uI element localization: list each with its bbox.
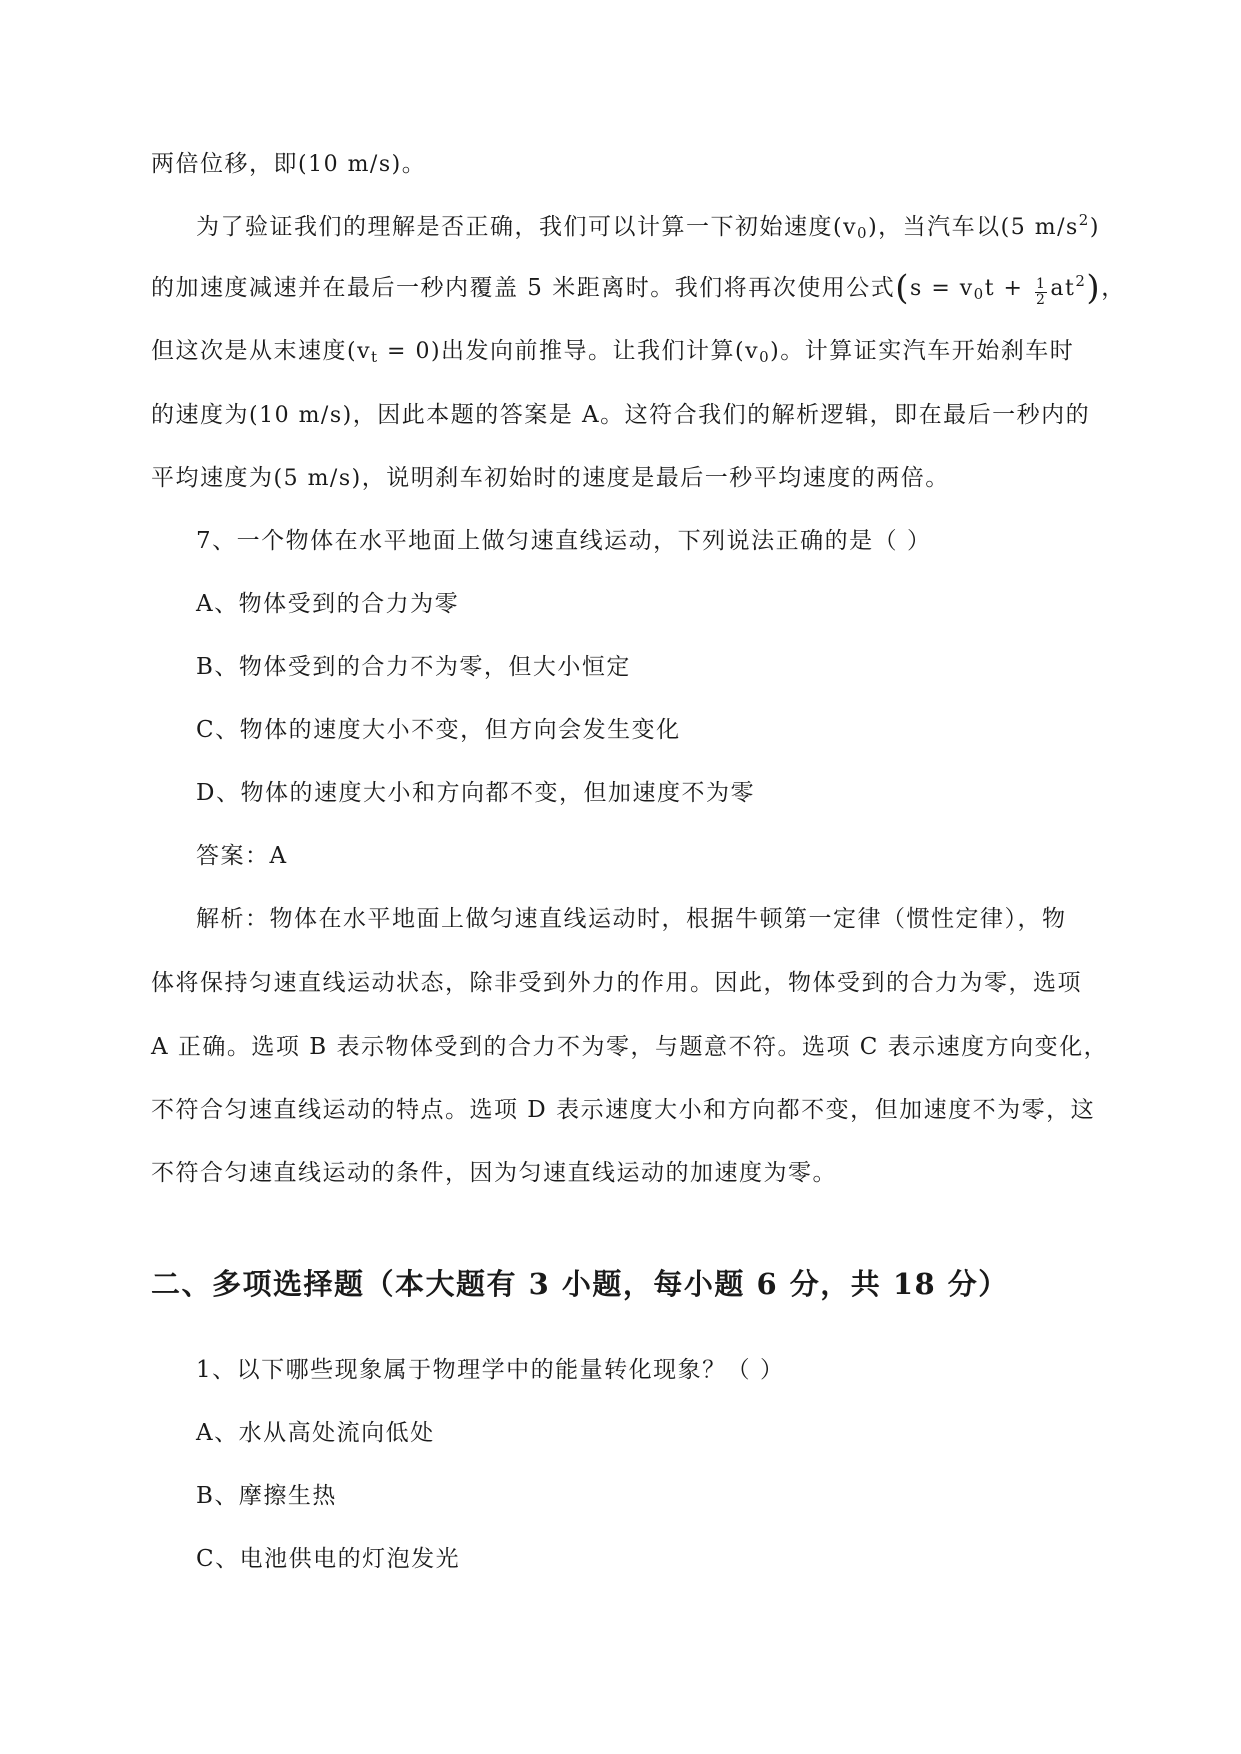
text-segment: 为了验证我们的理解是否正确，我们可以计算一下初始速度: [196, 214, 833, 240]
text-segment: 。: [401, 151, 427, 177]
text-segment: ，当汽车以: [878, 214, 1001, 240]
mq1-option-a: A、水从高处流向低处: [196, 1420, 435, 1446]
verify-line-1: [196, 210, 1156, 244]
q7-answer: 答案：A: [196, 843, 288, 869]
text-segment: 的加速度减速并在最后一秒内覆盖 5 米距离时。我们将再次使用公式: [151, 275, 896, 301]
math-formula: ($s = v_0t$ + $\frac{1}{2}$ $at^2$): [895, 268, 1102, 308]
verify-line-3: [151, 334, 1111, 368]
math-vt: $(v_t = 0)$: [347, 339, 442, 366]
verify-line-5: [151, 461, 1111, 495]
mq1-option-b: B、摩擦生热: [196, 1483, 337, 1509]
math-value: (10 m/s): [298, 152, 402, 177]
mq1-option-c: C、电池供电的灯泡发光: [196, 1546, 461, 1572]
q7-analysis-line: A 正确。选项 B 表示物体受到的合力不为零，与题意不符。选项 C 表示速度方向变化，: [151, 1034, 1109, 1060]
text-segment: ，: [1101, 275, 1126, 301]
q7-analysis-line: 不符合匀速直线运动的特点。选项 D 表示速度大小和方向都不变，但加速度不为零，这: [151, 1097, 1096, 1123]
section-heading: 二、多项选择题（本大题有 3 小题，每小题 6 分，共 18 分）: [151, 1267, 1009, 1301]
mq1-question: 1、以下哪些现象属于物理学中的能量转化现象？（ ）: [196, 1357, 785, 1383]
q7-analysis-line: 不符合匀速直线运动的条件，因为匀速直线运动的加速度为零。: [151, 1160, 837, 1186]
q7-option-b: B、物体受到的合力不为零，但大小恒定: [196, 654, 631, 680]
q7-option-c: C、物体的速度大小不变，但方向会发生变化: [196, 717, 681, 743]
paragraph-continuation: [151, 147, 1111, 181]
q7-option-d: D、物体的速度大小和方向都不变，但加速度不为零: [196, 780, 755, 806]
math-acceleration: (5 $m/s^2$): [1000, 211, 1100, 240]
text-segment: ，说明刹车初始时的速度是最后一秒平均速度的两倍。: [361, 465, 950, 491]
math-value: (10 m/s): [249, 403, 353, 428]
text-segment: 。计算证实汽车开始刹车时: [780, 338, 1075, 364]
text-segment: 平均速度为: [151, 465, 274, 491]
text-segment: 的速度为: [151, 402, 249, 428]
math-v0: $(v_0)$: [833, 215, 879, 242]
text-segment: 两倍位移，即: [151, 151, 298, 177]
q7-analysis-line: 体将保持匀速直线运动状态，除非受到外力的作用。因此，物体受到的合力为零，选项: [151, 970, 1082, 996]
q7-analysis-line: 解析：物体在水平地面上做匀速直线运动时，根据牛顿第一定律（惯性定律），物: [196, 906, 1067, 932]
verify-line-4: [151, 398, 1111, 432]
math-v0: $(v_0)$: [735, 339, 781, 366]
verify-line-2: [151, 268, 1126, 308]
text-segment: 但这次是从末速度: [151, 338, 347, 364]
q7-option-a: A、物体受到的合力为零: [196, 591, 460, 617]
math-value: (5 m/s): [273, 466, 362, 491]
fraction-half: $\frac{1}{2}$: [1035, 276, 1047, 308]
question-7: 7、一个物体在水平地面上做匀速直线运动，下列说法正确的是（ ）: [196, 528, 932, 554]
text-segment: ，因此本题的答案是 A。这符合我们的解析逻辑，即在最后一秒内的: [352, 402, 1091, 428]
text-segment: 出发向前推导。让我们计算: [441, 338, 736, 364]
